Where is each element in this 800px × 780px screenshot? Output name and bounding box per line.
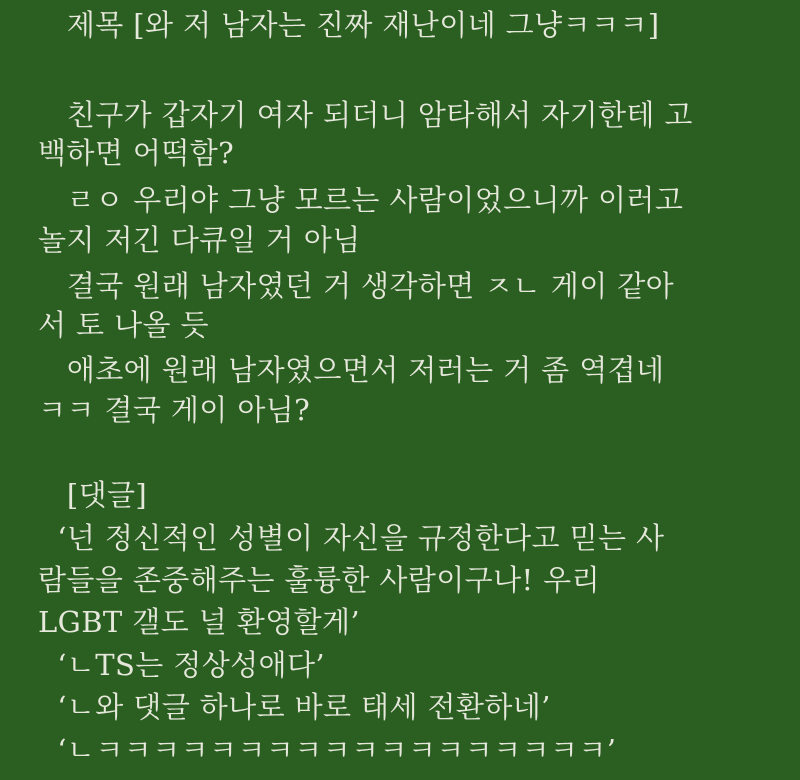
post-line: 놀지 저긴 다큐일 거 아님 — [38, 223, 361, 257]
comment-line: ‘넌 정신적인 성별이 자신을 규정한다고 믿는 사 — [38, 521, 665, 555]
post-line: 서 토 나올 듯 — [38, 308, 209, 342]
comments-header: [댓글] — [38, 478, 148, 512]
comment-line: ‘ㄴ와 댓글 하나로 바로 태세 전환하네’ — [38, 690, 551, 724]
post-line: 애초에 원래 남자였으면서 저러는 거 좀 역겹네 — [38, 353, 665, 387]
comment-line: ‘ㄴTS는 정상성애다’ — [38, 648, 325, 682]
post-line: 백하면 어떡함? — [38, 136, 235, 170]
comment-line: ‘ㄴㅋㅋㅋㅋㅋㅋㅋㅋㅋㅋㅋㅋㅋㅋㅋㅋㅋㅋ’ — [38, 733, 617, 767]
post-line: ㅋㅋ 결국 게이 아님? — [38, 393, 311, 427]
post-line: 친구가 갑자기 여자 되더니 암타해서 자기한테 고 — [38, 98, 693, 132]
post-title: 제목 [와 저 남자는 진짜 재난이네 그냥ㅋㅋㅋ] — [38, 8, 660, 42]
post-line: 결국 원래 남자였던 거 생각하면 ㅈㄴ 게이 같아 — [38, 269, 675, 303]
post-line: ㄹㅇ 우리야 그냥 모르는 사람이었으니까 이러고 — [38, 183, 684, 217]
comment-line: LGBT 갤도 널 환영할게’ — [38, 605, 361, 639]
comment-line: 람들을 존중해주는 훌륭한 사람이구나! 우리 — [38, 563, 600, 597]
